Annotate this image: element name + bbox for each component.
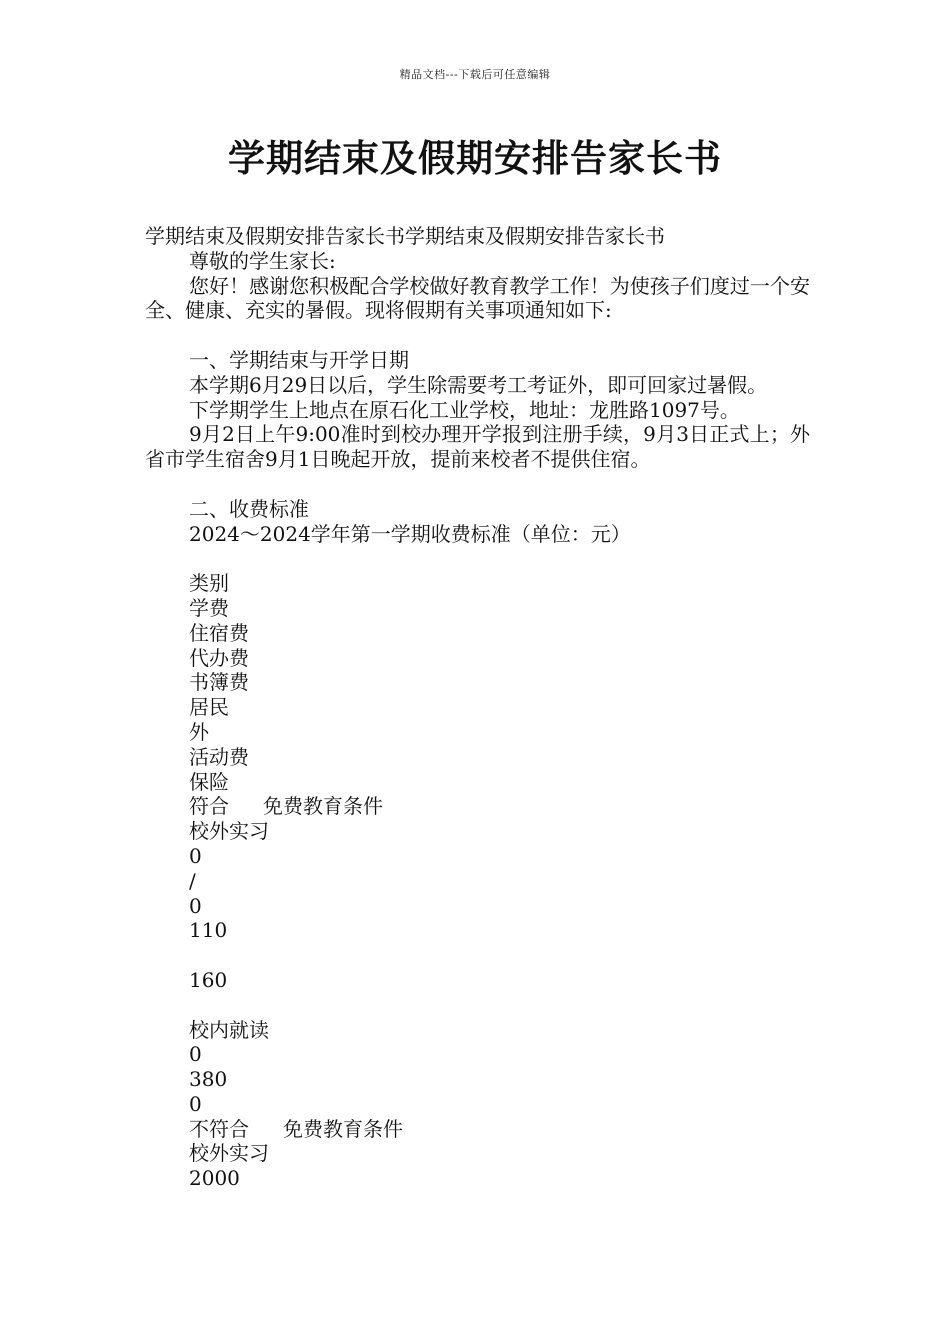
- section1-paragraph-2: 下学期学生上地点在原石化工业学校，地址：龙胜路1097号。: [189, 397, 740, 422]
- spacer: [145, 546, 810, 571]
- fee-item: 居民: [189, 695, 229, 720]
- salutation: 尊敬的学生家长:: [189, 248, 336, 273]
- fee-item: 外: [189, 719, 209, 744]
- group1-value: 0: [189, 1042, 202, 1067]
- group1-value: 0: [189, 1091, 202, 1116]
- document-title: 学期结束及假期安排告家长书: [228, 137, 722, 180]
- group1-label: [145, 794, 810, 819]
- group1-sub1: 校外实习: [189, 819, 269, 844]
- group1-value-extra: 160: [189, 967, 228, 992]
- fee-item: 类别: [189, 571, 229, 596]
- fee-item: 书簿费: [189, 670, 249, 695]
- group1-value: 0: [189, 893, 202, 918]
- group2-label-b: 免费教育条件: [283, 1116, 403, 1141]
- fee-item: 学费: [189, 595, 229, 620]
- group1-value: 110: [189, 918, 228, 943]
- group1-label-a: 符合: [189, 794, 229, 819]
- spacer: [145, 323, 810, 348]
- fee-item: 代办费: [189, 645, 249, 670]
- fee-table-caption: 2024～2024学年第一学期收费标准（单位：元）: [189, 521, 631, 546]
- fee-item: 保险: [189, 769, 229, 794]
- subtitle-line: 学期结束及假期安排告家长书学期结束及假期安排告家长书: [145, 224, 665, 248]
- section1-heading: 一、学期结束与开学日期: [189, 347, 409, 372]
- section2-heading: 二、收费标准: [189, 496, 309, 521]
- group2-label-a: 不符合: [189, 1116, 249, 1141]
- fee-item: 住宿费: [189, 620, 249, 645]
- section1-paragraph-3: 9月2日上午9:00准时到校办理开学报到注册手续，9月3日正式上；外省市学生宿舍9月1日晚起开放，提前来校者不提供住宿。: [145, 422, 810, 472]
- spacer: [145, 472, 810, 497]
- group2-value: 2000: [189, 1166, 240, 1191]
- group1-value: 380: [189, 1067, 228, 1092]
- section1-paragraph-1: 本学期6月29日以后，学生除需要考工考证外，即可回家过暑假。: [189, 372, 768, 397]
- spacer: [145, 943, 810, 968]
- group1-label-b: 免费教育条件: [263, 794, 383, 819]
- intro-paragraph: 您好！感谢您积极配合学校做好教育教学工作！为使孩子们度过一个安全、健康、充实的暑假。现将假期有关事项通知如下:: [145, 273, 810, 323]
- fee-item: 活动费: [189, 744, 249, 769]
- group2-label: [145, 1117, 810, 1142]
- group1-value: 0: [189, 843, 202, 868]
- group1-sub2: 校内就读: [189, 1017, 269, 1042]
- group2-sub1: 校外实习: [189, 1141, 269, 1166]
- spacer: [145, 993, 810, 1018]
- document-body: [145, 224, 810, 1191]
- group1-value: /: [189, 868, 196, 893]
- header-note: 精品文档---下载后可任意编辑: [399, 68, 551, 81]
